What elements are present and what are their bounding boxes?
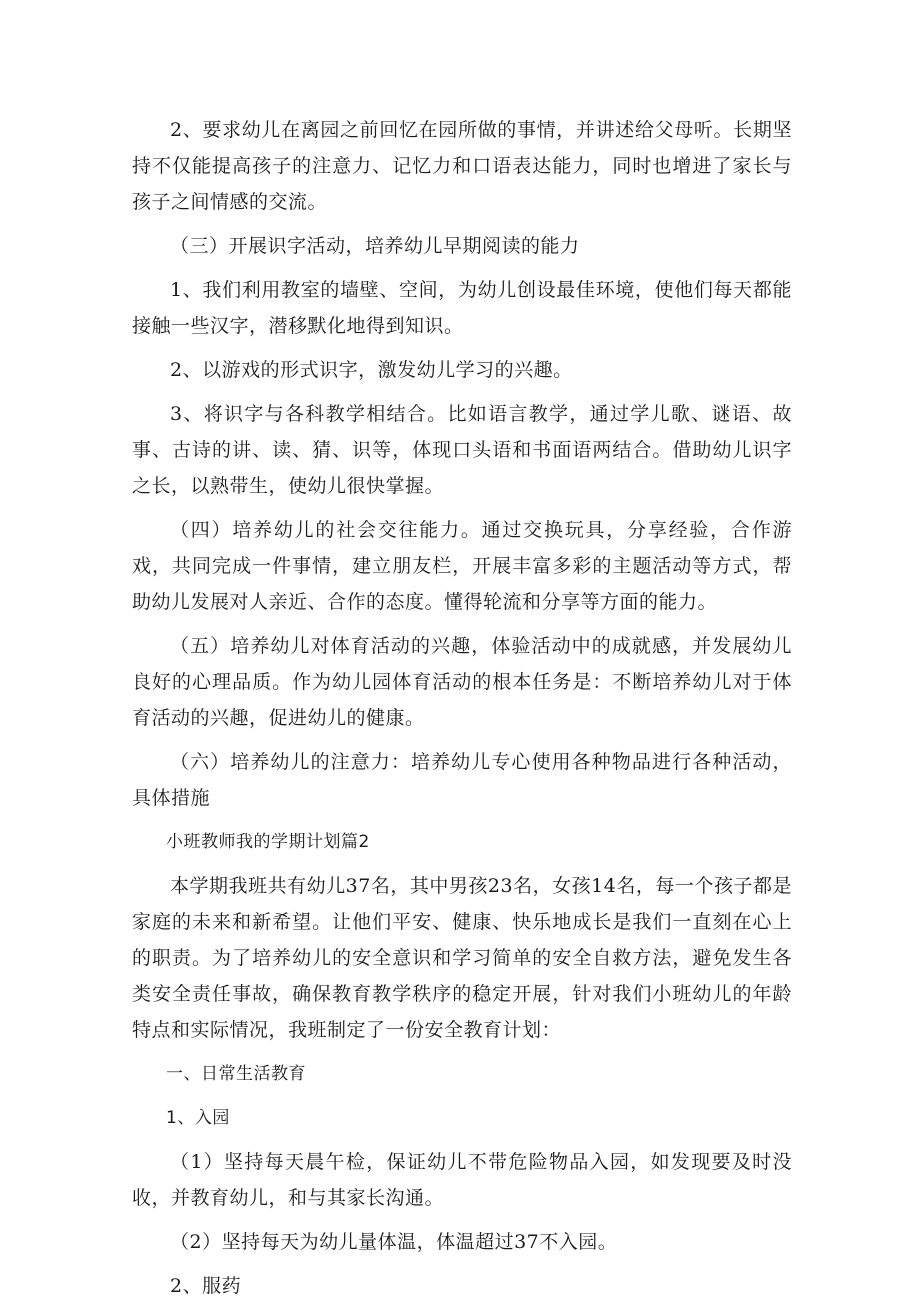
article-title-part2: 小班教师我的学期计划篇2 [166,832,370,852]
paragraph-sports-interest: （五）培养幼儿对体育活动的兴趣，体验活动中的成就感，并发展幼儿良好的心理品质。作为幼儿园体育活动的根本任务是：不断培养幼儿对于体育活动的兴趣，促进幼儿的健康。 [132,635,792,729]
item-heading-medicine: 2、服药 [170,1275,242,1297]
document-body [132,112,792,1312]
paragraph-literacy-integration: 3、将识字与各科教学相结合。比如语言教学，通过学儿歌、谜语、故事、古诗的讲、读、猜、识等，体现口头语和书面语两结合。借助幼儿识字之长，以熟带生，使幼儿很快掌握。 [132,403,792,497]
paragraph-attention: （六）培养幼儿的注意力：培养幼儿专心使用各种物品进行各种活动，具体措施 [132,751,792,809]
paragraph-classroom-walls: 1、我们利用教室的墙壁、空间，为幼儿创设最佳环境，使他们每天都能接触一些汉字，潜移默化地得到知识。 [132,279,792,337]
paragraph-game-literacy: 2、以游戏的形式识字，激发幼儿学习的兴趣。 [170,359,573,381]
section-heading-daily-life: 一、日常生活教育 [166,1064,306,1084]
section-heading-literacy: （三）开展识字活动，培养幼儿早期阅读的能力 [170,235,580,257]
paragraph-class-intro: 本学期我班共有幼儿37名，其中男孩23名，女孩14名，每一个孩子都是家庭的未来和新希望。让他们平安、健康、快乐地成长是我们一直刻在心上的职责。为了培养幼儿的安全意识和学习简单的安全自救方法，避免发生各类安全责任事故，确保教育教学秩序的稳定开展，针对我们小班幼儿的年龄特点和实际情况，我班制定了一份安全教育计划： [132,875,792,1041]
paragraph-morning-check: （1）坚持每天晨午检，保证幼儿不带危险物品入园，如发现要及时没收，并教育幼儿，和与其家长沟通。 [132,1151,792,1209]
paragraph-social-skills: （四）培养幼儿的社会交往能力。通过交换玩具，分享经验，合作游戏，共同完成一件事情，建立朋友栏，开展丰富多彩的主题活动等方式，帮助幼儿发展对人亲近、合作的态度。懂得轮流和分享等方面的能力。 [132,519,792,613]
paragraph-recall-day: 2、要求幼儿在离园之前回忆在园所做的事情，并讲述给父母听。长期坚持不仅能提高孩子的注意力、记忆力和口语表达能力，同时也增进了家长与孩子之间情感的交流。 [132,119,792,213]
item-heading-arrival: 1、入园 [166,1108,230,1128]
paragraph-temperature: （2）坚持每天为幼儿量体温，体温超过37不入园。 [170,1231,618,1253]
